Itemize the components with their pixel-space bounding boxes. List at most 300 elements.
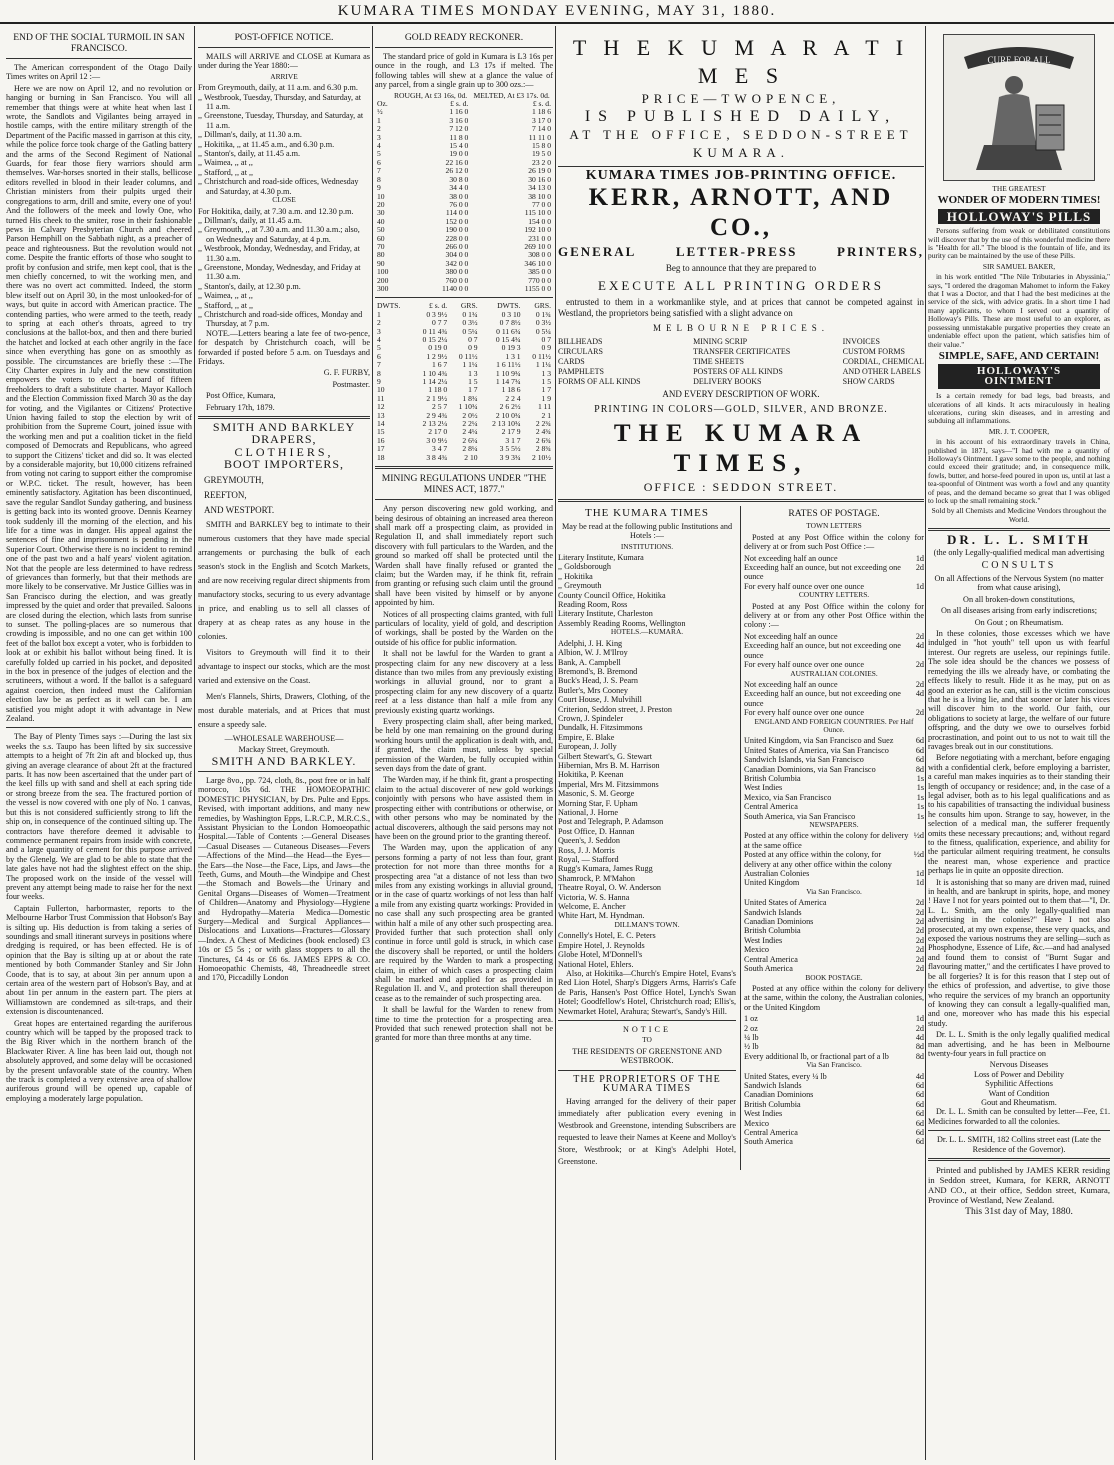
postage-rate-row [744,869,924,878]
sold-by-line: Sold by all Chemists and Medicine Vendors throughout the World. [931,506,1107,524]
postage-rate-row [744,1119,924,1128]
postage-rate-row [744,926,924,935]
table-cell: 10 [377,385,385,395]
mining-paragraph: Notices of all prospecting claims granted, with full particulars of locality, yield of gold, and description of workings, shall be posted by the Warden on the outside of his office for public information. [375,609,553,647]
hotel-item: National Hotel, Ehlers. [558,959,634,969]
table-cell: 16 [377,435,385,445]
table-cell: 8 [377,368,381,378]
postage-rate-row [744,1100,924,1109]
table-cell: 3 1 7 [505,435,521,445]
hotels-heading: HOTELS.—KUMARA. [610,627,684,637]
table-cell: 0 11 4¾ [422,326,448,336]
notice-to: TO [642,1035,652,1045]
table-cell: 17 [377,444,385,454]
postage-rate-value: 1s [916,792,924,802]
table-cell: 38 10 0 [528,191,551,201]
table-cell: 19 5 0 [532,149,551,159]
article-paragraph: The Bay of Plenty Times says :—During the last six weeks the s.s. Taupo has been lifted by six successive attempts to a height of 7ft 2in aft and blocked up, thus giving an average clearance of about 2ft at the fractured parts. It has now been ascertained that the under part of the keel fills up with sand and shell at each spring tide or strong breeze from the sea. The fractured portion of the vessel is now covered with one ply of No. 1 canvas, but this is not considered sufficiently strong to lift the ship on, in consequence of the continued silting up. The contractors have therefore deemed it advisable to commence permanent repairs from inside with concrete, and a large quantity of cement for this purpose arrived by the Glenelg. We are glad to be able to state that the late gales have not had the slightest effect on the ship. The proposed work on the inside of the vessel will prevent any attempt being made to raise her for the next four weeks. [6,732,192,902]
consult-line: On all diseases arising from early indiscretions; [941,606,1097,616]
postage-rate-row [744,955,924,964]
column-3 [375,30,553,1460]
table-cell: 5 [377,343,381,353]
hotel-item: Rugg's Kumara, James Rugg [558,864,653,874]
postage-rate-value: 2d [915,907,924,917]
post-office-place: Post Office, Kumara, [206,391,276,401]
table-cell: 0 7 [541,335,551,344]
ailment-item: Nervous Diseases [989,1060,1049,1070]
postage-rate-value: 2d [915,898,924,908]
column-5 [928,30,1110,1460]
table-cell: 385 0 0 [528,267,551,277]
printing-item: TIME SHEETS [693,357,744,367]
table-cell: 2 6 2½ [499,402,521,412]
mining-paragraph: It shall not be lawful for the Warden to grant a prospecting claim for any new discovery at a less distance than two miles from any previously existing workings in alluvial ground, nor to grant a prospecting claim for any new discovery of a quartz reef at a less distance than half a mile from any previously existing quartz workings. [375,649,553,715]
table-cell: 8 [377,174,381,184]
table-cell: 0 3½ [462,318,478,328]
proprietors-title: THE PROPRIETORS OF THE KUMARA TIMES [573,1073,721,1094]
hotel-item: Victoria, W. S. Hanna [558,892,630,902]
smith-barkley-clothiers: CLOTHIERS, [234,444,334,459]
hotel-item: Gilbert Stewart's, G. Stewart [558,751,653,761]
table-cell: 115 10 0 [524,208,551,218]
institutions-heading: INSTITUTIONS. [620,541,674,551]
table-header: £ s. d. [450,99,469,109]
printing-items [558,337,924,387]
wonder-line: WONDER OF MODERN TIMES! [937,194,1101,207]
table-cell: 7 12 0 [449,124,469,134]
table-row [375,378,553,386]
printing-items-a [558,337,641,387]
close-heading: CLOSE [272,195,296,205]
table-cell: 40 [377,216,385,226]
postage-rate-label: Posted at any office within the colony for delivery at the same office [744,831,909,850]
postage-rate-row [744,1033,924,1042]
postage-rate-value: 1d [915,869,924,879]
postage-rate-label: Sandwich Islands [744,1080,802,1090]
table-cell: 231 0 0 [528,233,551,243]
postage-rate-label: ½ lb [744,1042,759,1052]
smith-barkley-boot: BOOT IMPORTERS, [223,457,345,472]
postage-rate-row [744,1081,924,1090]
ailment-item: Want of Condition [988,1088,1050,1098]
postage-rate-row [744,898,924,907]
postage-rate-row [744,1072,924,1081]
postage-rate-label: Mexico, via San Francisco [744,792,832,802]
postage-rate-label: Not exceeding half an ounce [744,679,838,689]
town-rates [744,554,924,592]
postage-rate-row [744,945,924,954]
proprietors-body: Having arranged for the delivery of their paper immediately after publication every evening in Westbrook and Greenstone, intending Subscribers are requested to leave their Names at Keene and Molloy's Store, Westbrook; or at King's Adelphi Hotel, Greenstone. [558,1097,736,1167]
published-line: IS PUBLISHED DAILY, [584,108,898,125]
table-cell: 1 [377,115,381,125]
table-cell: 0 3 9½ [426,309,448,319]
postage-rate-label: South America [744,964,793,974]
table-cell: 3 [377,326,381,336]
postage-rate-value: 1s [916,802,924,812]
table-cell: 1 3 [468,368,478,378]
table-header: MELTED, At £3 17s. 0d. [473,90,550,100]
postage-rate-row [744,936,924,945]
postage-rate-value: 1s [916,811,924,821]
column-4 [558,30,924,1460]
table-cell: 50 [377,225,385,235]
printing-item: CIRCULARS [558,347,603,357]
hotel-item: Hokitika, P. Keenan [558,770,624,780]
divider [375,47,553,48]
mail-close-item: ,, Dillman's, daily, at 11.45 a.m. [198,215,302,225]
table-cell: 12 [377,402,385,412]
postage-rate-label: Posted at any office within the colony, for delivery at any other office within the colony [744,850,892,869]
postage-rate-label: British Columbia [744,773,801,783]
table-row [375,328,553,336]
pills-body: Persons suffering from weak or debilitated constitutions will discover that by the use of this wonderful medicine there is "Health for all." The blood is the fountain of life, and its purity can be maintained by the use of these Pills. [928,226,1110,261]
mining-paragraph: Every prospecting claim shall, after being marked, be held by one man remaining on the ground during working hours until the application is dealt with, and, if granted, the claim must, unless by special permission of the Warden, be fully occupied within seven days from the date of grant. [375,717,553,774]
gold-dwt-table [375,302,553,462]
printing-colors: PRINTING IN COLORS—GOLD, SILVER, AND BRONZE. [594,404,888,416]
holloways-ointment-label: HOLLOWAY'S OINTMENT [938,364,1100,389]
table-cell: 1 18 6 [532,107,551,117]
table-cell: 1 7 [541,385,551,395]
table-cell: 34 4 0 [449,183,469,193]
postage-column [744,506,924,1170]
article-paragraph: Captain Fullerton, harbormaster, reports to the Melbourne Harbor Trust Commission that Hobson's Bay is silting up. His deduction is from taking a series of soundings and small itinerant surveys in positions where dredging is required, or has been effected. He is of opinion that the Bay is silting up at or about the rate mentioned by both Commander Stanley and Sir John Coode, that is to say, at about 3in per annum upon a certain area of the western part of Hobson's Bay, and at about 1in per annum in the eastern part. The piers at Williamstown are condemned as silt-traps, and their extension is discountenanced. [6,903,192,1017]
table-cell: 15 [377,427,385,437]
hotel-item: Shamrock, P. M'Mahon [558,873,635,883]
mining-paragraph: It shall be lawful for the Warden to renew from time to time the protection for a prospecting area. Provided that such renewed protection shall not be granted for more than three months at any time. [375,1005,553,1043]
consult-line: On all broken-down constitutions, [963,594,1075,604]
smith-barkley-warehouse: —WHOLESALE WAREHOUSE— [224,733,344,743]
table-cell: 3 8 4¾ [426,452,448,462]
postage-rate-row [744,917,924,926]
mail-close-item: ,, Greymouth, ,, at 7.30 a.m. and 11.30 a.m.; also, on Wednesday and Saturday, at 4 p.m. [198,225,360,244]
close-list [198,207,370,329]
book-intro: Posted at any office within the colony for delivery at the same, within the colony, the Australian colonies, or the United Kingdom [744,983,924,1012]
postage-rate-value: 6d [915,745,924,755]
dr-smith-body: It is astonishing that so many are driven mad, ruined in health, and are bankrupt in spirits, hope, and money ! Have I not for years pointed out to them that—"I, Dr. L. L. Smith, am the only legally-qualified man advertising in the colonies?" Have I not also prosecuted, at my own expense, these very quacks, and exposed the various nostrums they are selling—such as Phosphodyne, Essence of Life, &c.—and had analysed and found them to consist of "Burnt Sugar and flavouring matter," and the certificates I have proved to be all forgeries? It is for this reason that I step out of the ethics of profession, and advertise, to give those who require the services of my branch an opportunity of knowing they can consult a legally-qualified man, and one, moreover who has made this his especial study. [928,877,1110,1028]
table-cell: 0 5¼ [535,326,551,336]
table-cell: 1 6 7 [432,360,448,370]
table-cell: 770 0 0 [528,275,551,285]
consult-line: On Gout ; on Rheumatism. [974,617,1064,627]
table-cell: 2 6¼ [462,435,478,445]
table-cell: 0 7 [468,335,478,344]
table-cell: 2 10 0¾ [495,410,521,420]
printing-item: CORDIAL, CHEMICAL [842,357,924,367]
price-line: PRICE—TWOPENCE, [641,91,841,106]
postage-rate-row [744,1024,924,1033]
hotel-item: Theatre Royal, O. W. Anderson [558,883,662,893]
postage-rate-row [744,1109,924,1118]
table-cell: 0 15 4¾ [495,335,521,344]
table-cell: 2 13 10¾ [492,419,521,429]
table-cell: 0 11½ [458,351,478,361]
table-cell: 1 8¾ [462,393,478,403]
dr-smith-ailments [928,1060,1110,1107]
postage-rate-label: United Kingdom, via San Francisco and Suez [744,736,894,746]
table-cell: 2 2¼ [462,419,478,429]
postage-rate-value: 2d [915,935,924,945]
postage-rate-row [744,1090,924,1099]
postage-rate-label: Mexico [744,1118,770,1128]
book-via-heading: Via San Francisco. [806,1060,862,1070]
store-location: GREYMOUTH, [204,474,264,485]
hotel-item: Welcome, E. Ancher [558,902,626,912]
postage-rate-label: Sandwich Islands [744,907,802,917]
kumara-times-office: OFFICE : SEDDON STREET. [643,480,839,495]
hotel-item: Buck's Head, J. S. Pearn [558,676,638,686]
table-cell: 1 18 0 [428,385,448,395]
printing-item: TRANSFER CERTIFICATES [693,347,791,357]
mail-close-item: ,, Greenstone, Monday, Wednesday, and Friday at 11.30 a.m. [198,262,361,282]
table-cell: 190 0 0 [445,225,469,235]
firm-subtitle [558,243,924,261]
mail-arrive-item: ,, Dillman's, daily, at 11.30 a.m. [198,130,302,140]
postage-rate-label: Central America [744,802,798,812]
hotel-item: Albion, W. J. M'Ilroy [558,648,628,658]
table-cell: ½ [377,107,383,117]
table-row [375,370,553,378]
table-cell: 2 13 2¼ [422,419,448,429]
logo-banner-text: CURE FOR ALL [987,55,1051,65]
column-rule [194,26,195,1460]
table-cell: 760 0 0 [445,275,469,285]
postage-rate-label: Every additional lb, or fractional part of a lb [744,1051,889,1061]
table-cell: 1 3 1 [505,351,521,361]
table-cell: 23 2 0 [532,157,551,167]
column-rule [555,26,556,1460]
hotel-item: Butler's, Mrs Cooney [558,685,628,695]
postage-rate-value: 1s [916,783,924,793]
table-cell: 2 10 [464,452,478,462]
kerr-arnott-title: KERR, ARNOTT, AND CO., [588,184,894,242]
postage-rate-label: United States of America, via San Francisco [744,745,889,755]
article-title-san-francisco: END OF THE SOCIAL TURMOIL IN SAN FRANCISCO. [13,32,185,54]
hotel-item: Queen's, J. Seddon [558,836,620,846]
printing-item: SHOW CARDS [842,377,895,387]
mail-arrive-item: ,, Stafford, ,, at ,, [198,167,254,177]
table-cell: 9 [377,183,381,193]
table-cell: 2 5 7 [432,402,448,412]
postage-rate-value: 2d [915,1023,924,1033]
mail-arrive-item: ,, Stanton's, daily, at 11.45 a.m. [198,149,301,159]
table-cell: 2 0½ [462,410,478,420]
table-cell: 14 [377,419,385,429]
rates-title: RATES OF POSTAGE. [788,508,880,520]
table-cell: 1 10 4¾ [422,368,448,378]
kumara-times-big: THE KUMARA TIMES, [613,420,869,478]
postage-rate-value: 4d [915,641,924,651]
table-cell: 1140 0 0 [442,283,469,293]
table-cell: 3 0 9½ [426,435,448,445]
printing-item: POSTERS OF ALL KINDS [693,367,783,377]
dr-smith-title: DR. L. L. SMITH [947,532,1091,548]
office-line: AT THE OFFICE, SEDDON-STREET [569,127,913,142]
book-via-rates [744,1072,924,1147]
column-rule [740,506,741,1170]
simple-safe-line: SIMPLE, SAFE, AND CERTAIN! [938,349,1100,362]
postage-rate-row [744,850,924,869]
post-office-note: NOTE.—Letters bearing a late fee of two-pence, for despatch by Christchurch coach, will be forwarded if posted before 5 a.m. on Tuesdays and Fridays. [198,328,370,366]
divider [375,499,553,500]
table-cell: 90 [377,258,385,268]
postage-rate-value: 8d [915,1042,924,1052]
table-cell: 2 1 [541,410,551,420]
postage-rate-label: Not exceeding half an ounce [744,553,838,563]
postage-rate-label: British Columbia [744,926,801,936]
table-cell: 2 4¼ [462,427,478,437]
australian-rates [744,680,924,718]
mining-paragraph: Any person discovering new gold working, and being desirous of obtaining an increased area thereon shall mark off a prospecting claim, as provided in Regulation II, and shall immediately report such discovery with full particulars to the Warden, and the ground so marked off shall be protected until the Warden shall have finally refused or granted the claim; but the Warden may, if he think fit, refrain from granting or refusing such claim until the ground shall have been visited by himself or by anyone appointed by him. [375,504,553,608]
table-cell: 15 8 0 [532,141,551,151]
issue-date: This 31st day of May, 1880. [965,1206,1073,1217]
table-cell: 1 18 6 [501,385,521,395]
table-cell: 100 [377,267,389,277]
table-cell: 342 0 0 [445,258,469,268]
smith-barkley-drapers: DRAPERS, [251,432,317,447]
postmaster-name: G. F. FURBY, [323,368,370,378]
lower-split [558,506,924,1170]
via-sf-rates [744,898,924,973]
notice-heading: NOTICE [622,1024,671,1034]
arrive-list [198,83,370,196]
printing-item: MINING SCRIP [693,337,748,347]
kumara-times-banner: T H E K U M A R A T I M E S [572,35,910,88]
postage-rate-value: 2d [915,708,924,718]
table-cell: 269 10 0 [524,241,551,251]
postage-rate-row [744,755,924,764]
printing-item: INVOICES [842,337,880,347]
table-cell: 11 [377,393,385,403]
table-cell: 0 15 2¼ [422,335,448,344]
table-header: £ s. d. [429,301,448,311]
table-cell: 2 17 9 [501,427,521,437]
table-header: DWTS. [377,301,401,311]
table-cell: 7 14 0 [532,124,551,134]
mail-arrive-item: ,, Greenstone, Tuesday, Thursday, and Saturday, at 11 a.m. [198,111,364,130]
table-cell: 60 [377,233,385,243]
table-cell: 3 9 3¾ [499,452,521,462]
printing-items-b [693,337,790,387]
table-cell: 0 7 7 [432,318,448,328]
postage-rate-row [744,632,924,641]
table-cell: 2 [377,124,381,134]
mail-close-item: For Hokitika, daily, at 7.30 a.m. and 12.30 p.m. [198,206,354,216]
table-cell: 1 9 [541,393,551,403]
read-title: THE KUMARA TIMES [585,507,709,520]
table-cell: 1 2 9½ [426,351,448,361]
baker-name: SIR SAMUEL BAKER, [982,261,1056,271]
firm-subtitle-part: GENERAL [558,244,637,260]
table-cell: 77 0 0 [532,199,551,209]
table-cell: 0 3½ [535,318,551,328]
dillmans-list [558,931,736,969]
printing-item: CARDS [558,357,585,367]
hotel-item: Court House, J. Mulvihill [558,695,642,705]
table-cell: 2 17 0 [428,427,448,437]
postage-rate-row [744,641,924,660]
postage-rate-label: Exceeding half an ounce, but not exceeding one ounce [744,641,901,660]
column-1 [6,30,192,1460]
table-cell: 3 16 0 [449,115,469,125]
store-location: AND WESTPORT. [204,504,275,515]
table-cell: 346 10 0 [524,258,551,268]
table-cell: 9 [377,377,381,387]
postage-rate-value: 2d [915,660,924,670]
printing-item: CUSTOM FORMS [842,347,905,357]
table-cell: 26 12 0 [445,166,469,176]
table-cell: 1 10¾ [458,402,478,412]
smith-barkley-street: Mackay Street, Greymouth. [238,745,330,755]
postage-rate-value: 8d [915,1051,924,1061]
gold-reckoner-intro: The standard price of gold in Kumara is L3 16s per ounce in the rough, and L3 17s if melted. The following tables will shew at a glance the value of any parcel, from a single grain up to 300 ozs.:— [375,52,553,90]
table-cell: 0 9 [468,343,478,353]
postage-rate-value: 2d [915,563,924,573]
divider [558,1070,736,1071]
article-paragraph: The American correspondent of the Otago Daily Times writes on April 12 :— [6,63,192,82]
table-header: GRS. [460,301,478,311]
postage-rate-label: For every half ounce over one ounce [744,581,865,591]
column-2 [198,30,370,1460]
holloways-pills-label: HOLLOWAY'S PILLS [938,209,1100,224]
seated-figure-icon [944,35,1094,180]
postage-rate-row [744,746,924,755]
arrive-heading: ARRIVE [270,71,298,81]
job-printing-title: KUMARA TIMES JOB-PRINTING OFFICE. [585,168,897,183]
table-cell: 1 [377,309,381,319]
england-rates [744,736,924,821]
hotel-item: Adelphi, J. H. King [558,638,623,648]
divider [558,499,924,502]
column-rule [925,26,926,1460]
smith-barkley-places [198,473,370,518]
dr-smith-body: Before negotiating with a merchant, before engaging with a confidential clerk, before employing a barrister, a careful man makes inquiries as to their standing their length of occupancy or residence; and, in the case of a legal adviser, both as to his legal qualifications and as to his capabilities of transacting the individual business he consults him upon. Strange to say, however, in the selection of a medical man, the sufferer frequently omits these necessary precautions; and, without regard to the fitness, qualification, experience, and ability for the particular ailment requiring treatment, he consults the nearest man, whose experience and practice perhaps lie in quite an opposite direction. [928,753,1110,876]
post-office-title: POST-OFFICE NOTICE. [234,32,334,43]
greatest-line: THE GREATEST [992,184,1046,193]
hotel-item: Bremond's, B. Bremond [558,666,638,676]
postage-rate-row [744,1137,924,1146]
book-postage-heading: BOOK POSTAGE. [805,972,863,982]
postage-rate-row [744,831,924,850]
homoeopathic-ad: Large 8vo., pp. 724, cloth, 8s., post free or in half morocco, 10s 6d. THE HOMOEOPATHIC DOMESTIC PHYSICIAN, by Drs. Pulte and Epps. Revised, with important additions, and many new remedies, by Washington Epps, L.R.C.P., M.R.C.S., Assistant Physician to the London Homoeopathic Hospital.—Table of Contents :—General Diseases—Casual Diseases — Cutaneous Diseases—Fevers—Affections of the Mind—the Head—the Eyes—the Ears—the Nose—the Face, Lips, and Jaws—the Teeth, Gums, and Mouth—the Windpipe and Chest—the Stomach and Bowels—the Urinary and Genital Organs—Diseases of Women—Treatment of Children—Anatomy and Physiology—Hygiene and Hydropathy—Materia Medica—Domestic Surgery—Medical and Surgical Appliances—Dislocations and Luxations—Fractures—Glossary—Index. A Chest of Medicines (book enclosed) £3 10s or £5 5s ; or with glass stoppers to all the Tinctures, £4 4s or £6 6s. JAMES EPPS & CO. Homoeopathic Chemists, 48, Threadneedle street and 170, Piccadilly London [198,775,370,983]
postage-rate-label: West Indies [744,935,783,945]
institution-item: ,, Greymouth [558,581,602,591]
hokitika-hotels: Also, at Hokitika—Church's Empire Hotel, Evans's Red Lion Hotel, Sharp's Diggers Arms, Harris's Cafe de Paris, Hansen's Post Office Hotel, Lynch's Swan Hotel; Goodfellow's Hotel, Christchurch road; Ellis's, Newmarket Hotel, Arahura; Stewart's, Sandy's Hill. [558,968,736,1016]
mail-arrive-item: ,, Westbrook, Tuesday, Thursday, and Saturday, at 11 a.m. [198,92,361,112]
column-rule [372,26,373,1460]
table-cell: 266 0 0 [445,241,469,251]
table-header: Oz. [377,99,388,109]
mining-paragraph: The Warden may, upon the application of any persons forming a party of not less than four, grant protection for not more than three months for a prospecting area "at a distance of not less than two miles from any existing workings in alluvial ground, or in the case of quartz workings of not less than half a mile from any existing quartz workings: Provided in no case shall any such prospecting area be granted within half a mile of any other such prospecting area. Provided further that such protection shall only continue in force until gold is struck, in which case the discovery shall be reported, or until the holders are required by the Warden to mark a prospecting claim, in either of which cases a prospecting claim shall be marked and applied for as provided in Regulation II. and V., and protection shall thereupon cease as to the remainder of such prospecting area. [375,843,553,1003]
mail-arrive-item: From Greymouth, daily, at 11 a.m. and 6.30 p.m. [198,83,358,93]
table-cell: 2 9 4¾ [426,410,448,420]
table-cell: 0 1¾ [462,309,478,319]
postage-rate-value: 6d [915,1137,924,1147]
postage-rate-label: United Kingdom [744,878,800,888]
read-intro: May be read at the following public Institutions and Hotels :— [561,521,733,541]
hotels-list [558,639,736,921]
table-cell: 1 5 [541,377,551,387]
hotel-item: Imperial, Mrs M. Fitzsimmons [558,779,659,789]
postage-rate-value: ½d [913,850,924,860]
postage-rate-row [744,765,924,774]
divider [928,1158,1110,1161]
ointment-body: Is a certain remedy for bad legs, bad breasts, and ulcerations of all kinds. It acts miraculously in healing ulcerations, curing skin diseases, and in arresting and subduing all inflammations. [928,391,1110,426]
table-cell: 1155 0 0 [524,283,551,293]
newspapers-heading: NEWSPAPERS. [809,820,859,829]
ailment-item: Loss of Power and Debility [973,1069,1065,1079]
hotel-item: Empire, E. Blake [558,732,615,742]
table-cell: 2 [377,318,381,328]
